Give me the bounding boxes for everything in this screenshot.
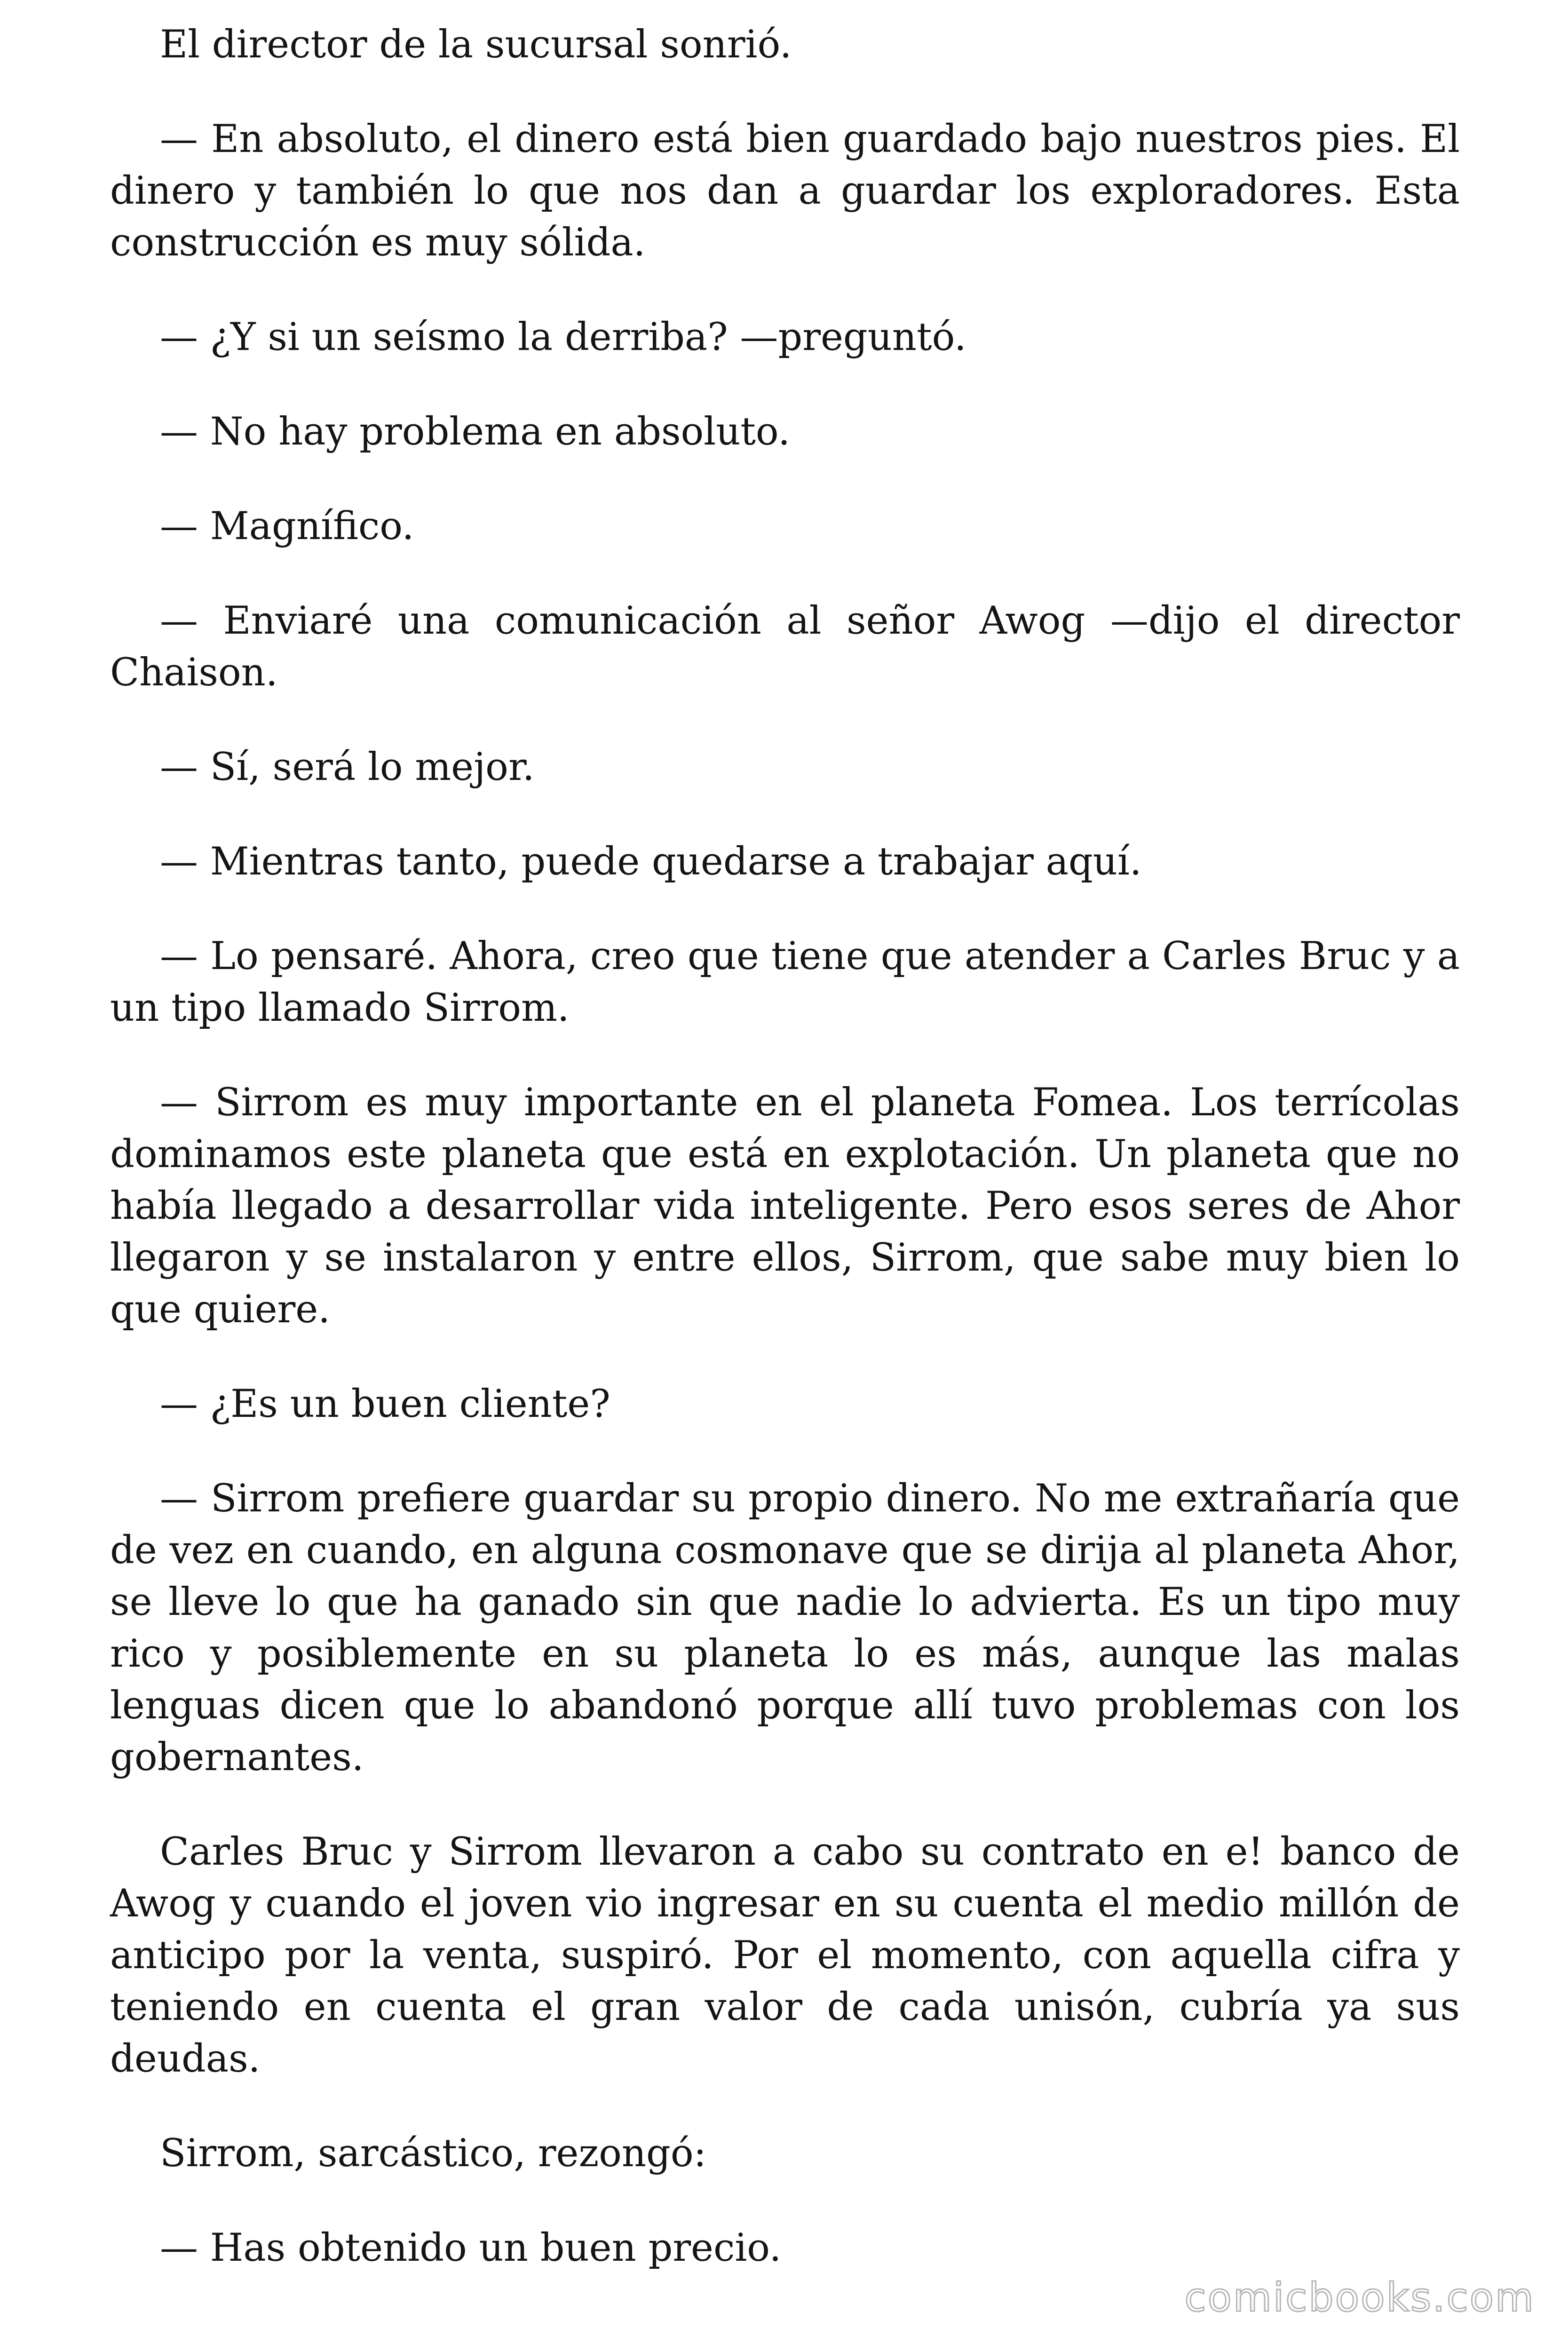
watermark: comicbooks.com bbox=[1184, 2274, 1535, 2320]
paragraph: — ¿Es un buen cliente? bbox=[160, 1382, 610, 1426]
paragraph: — Enviaré una comunicación al señor Awog —dijo el director Chaison. bbox=[110, 599, 1460, 695]
paragraph: — Mientras tanto, puede quedarse a trabajar aquí. bbox=[160, 840, 1142, 884]
paragraph: — ¿Y si un seísmo la derriba? —preguntó. bbox=[160, 315, 966, 359]
paragraph: — Sirrom es muy importante en el planeta Fomea. Los terrícolas dominamos este planeta que está en explotación. Un planeta que no había llegado a desarrollar vida inteligente. Pero esos seres de Ahor llegaron y se instalaron y entre ellos, Sirrom, que sabe muy bien lo que quiere. bbox=[110, 1081, 1460, 1332]
paragraph: — Lo pensaré. Ahora, creo que tiene que atender a Carles Bruc y a un tipo llamado Sirrom. bbox=[110, 934, 1460, 1030]
paragraph: — Sí, será lo mejor. bbox=[160, 745, 535, 789]
paragraph: — Has obtenido un buen precio. bbox=[160, 2226, 782, 2270]
paragraph: — Sirrom prefiere guardar su propio dinero. No me extrañaría que de vez en cuando, en alguna cosmonave que se dirija al planeta Ahor, se lleve lo que ha ganado sin que nadie lo advierta. Es un tipo muy rico y posiblemente en su planeta lo es más, aunque las malas lenguas dicen que lo abandonó porque allí tuvo problemas con los gobernantes. bbox=[110, 1477, 1460, 1780]
paragraph: Carles Bruc y Sirrom llevaron a cabo su contrato en e! banco de Awog y cuando el joven vio ingresar en su cuenta el medio millón de anticipo por la venta, suspiró. Por el momento, con aquella cifra y teniendo en cuenta el gran valor de cada unisón, cubría ya sus deudas. bbox=[110, 1830, 1460, 2081]
paragraph: Sirrom, sarcástico, rezongó: bbox=[160, 2131, 706, 2176]
paragraph: — En absoluto, el dinero está bien guardado bajo nuestros pies. El dinero y también lo que nos dan a guardar los exploradores. Esta construcción es muy sólida. bbox=[110, 117, 1460, 265]
page-text bbox=[110, 19, 1460, 2274]
paragraph: — Magnífico. bbox=[160, 504, 414, 548]
paragraph: El director de la sucursal sonrió. bbox=[160, 23, 792, 67]
paragraph: — No hay problema en absoluto. bbox=[160, 410, 791, 454]
